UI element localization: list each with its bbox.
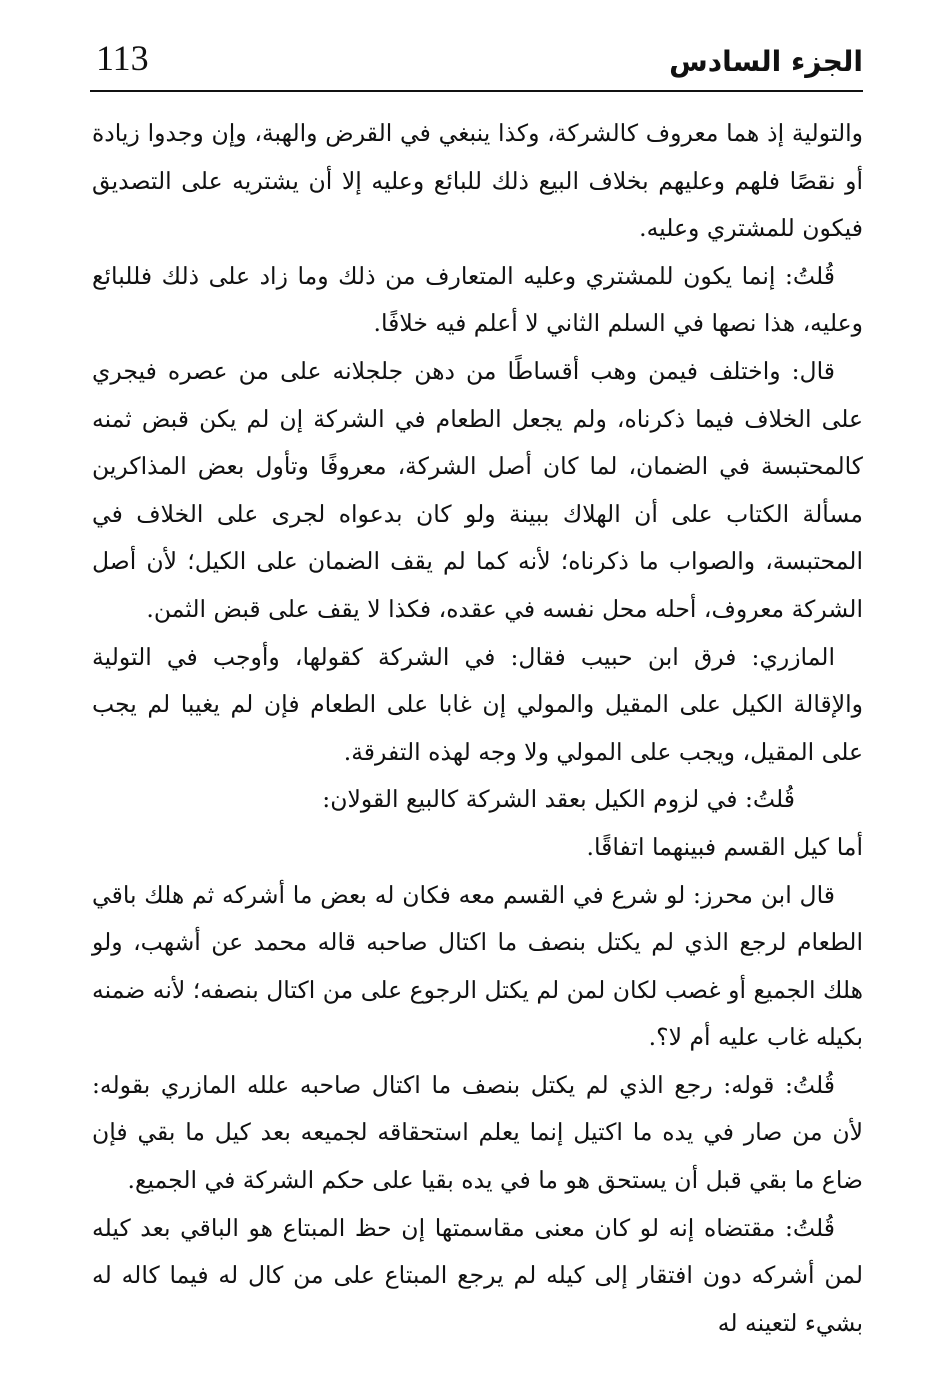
paragraph	[92, 872, 863, 1062]
running-title: الجزء السادس	[669, 45, 863, 78]
paragraph-text: أما كيل القسم فبينهما اتفاقًا.	[586, 832, 863, 861]
paragraph-lead: قال ابن محرز:	[693, 880, 835, 909]
paragraph-lead: المازري:	[751, 642, 835, 671]
page-number: 113	[96, 38, 149, 78]
paragraph-text: واختلف فيمن وهب أقساطًا من دهن جلجلانه على من عصره فيجري على الخلاف فيما ذكرناه، ولم يجعل الطعام في الشركة إن لم يكن قبض ثمنه كالمحتبسة في الضمان، لما كان أصل الشركة، معروفًا وتأول بعض المذاكرين مسألة الكتاب على أن الهلاك ببينة ولو كان بدعواه لجرى على الخلاف في المحتبسة، والصواب ما ذكرناه؛ لأنه كما لم يقف الضمان على الكيل؛ لأن أصل الشركة معروف، أحله محل نفسه في عقده، فكذا لا يقف على قبض الثمن.	[92, 356, 863, 623]
paragraph-text: قوله: رجع الذي لم يكتل بنصف ما اكتال صاحبه علله المازري بقوله: لأن من صار في يده ما اكتيل إنما يعلم استحقاقه لجميعه بعد كيل ما بقي فإن ضاع ما بقي قبل أن يستحق هو ما في يده بقيا على حكم الشركة في الجميع.	[92, 1070, 863, 1195]
paragraph	[92, 776, 863, 824]
page-header	[90, 32, 863, 92]
paragraph-text: فرق ابن حبيب فقال: في الشركة كقولها، وأوجب في التولية والإقالة الكيل على المقيل والمولي إن غابا على الطعام فإن لم يغيبا لم يجب على المقيل، ويجب على المولي ولا وجه لهذه التفرقة.	[92, 642, 863, 766]
paragraph-text: والتولية إذ هما معروف كالشركة، وكذا ينبغي في القرض والهبة، وإن وجدوا زيادة أو نقصًا فلهم وعليهم بخلاف البيع ذلك للبائع وعليه إلا أن يشتريه على التصديق فيكون للمشتري وعليه.	[92, 119, 863, 243]
body-text	[92, 110, 863, 1347]
paragraph	[92, 253, 863, 348]
paragraph	[92, 824, 863, 872]
paragraph	[92, 348, 863, 634]
paragraph-text: مقتضاه إنه لو كان معنى مقاسمتها إن حظ المبتاع هو الباقي بعد كيله لمن أشركه دون افتقار إلى كيله لم يرجع المبتاع على من كال له فيما كاله له بشيء لتعينه له	[92, 1213, 863, 1337]
paragraph	[92, 1205, 863, 1348]
paragraph-text: في لزوم الكيل بعقد الشركة كالبيع القولان:	[322, 785, 745, 814]
paragraph-lead: قُلتُ:	[784, 261, 835, 290]
paragraph	[92, 634, 863, 777]
paragraph-lead: قُلتُ:	[784, 1070, 835, 1099]
paragraph-lead: قُلتُ:	[784, 1213, 835, 1242]
paragraph-lead: قال:	[791, 356, 835, 385]
paragraph-text: إنما يكون للمشتري وعليه المتعارف من ذلك وما زاد على ذلك فللبائع وعليه، هذا نصها في السلم الثاني لا أعلم فيه خلافًا.	[92, 261, 863, 338]
paragraph	[92, 110, 863, 253]
paragraph-text: لو شرع في القسم معه فكان له بعض ما أشركه ثم هلك باقي الطعام لرجع الذي لم يكتل بنصف ما اكتال صاحبه قاله محمد عن أشهب، ولو هلك الجميع أو غصب لكان لمن لم يكتل الرجوع على من اكتال بنصفه؛ لأنه ضمنه بكيله غاب عليه أم لا؟.	[92, 880, 863, 1052]
paragraph	[92, 1062, 863, 1205]
paragraph-lead: قُلتُ:	[744, 785, 795, 814]
